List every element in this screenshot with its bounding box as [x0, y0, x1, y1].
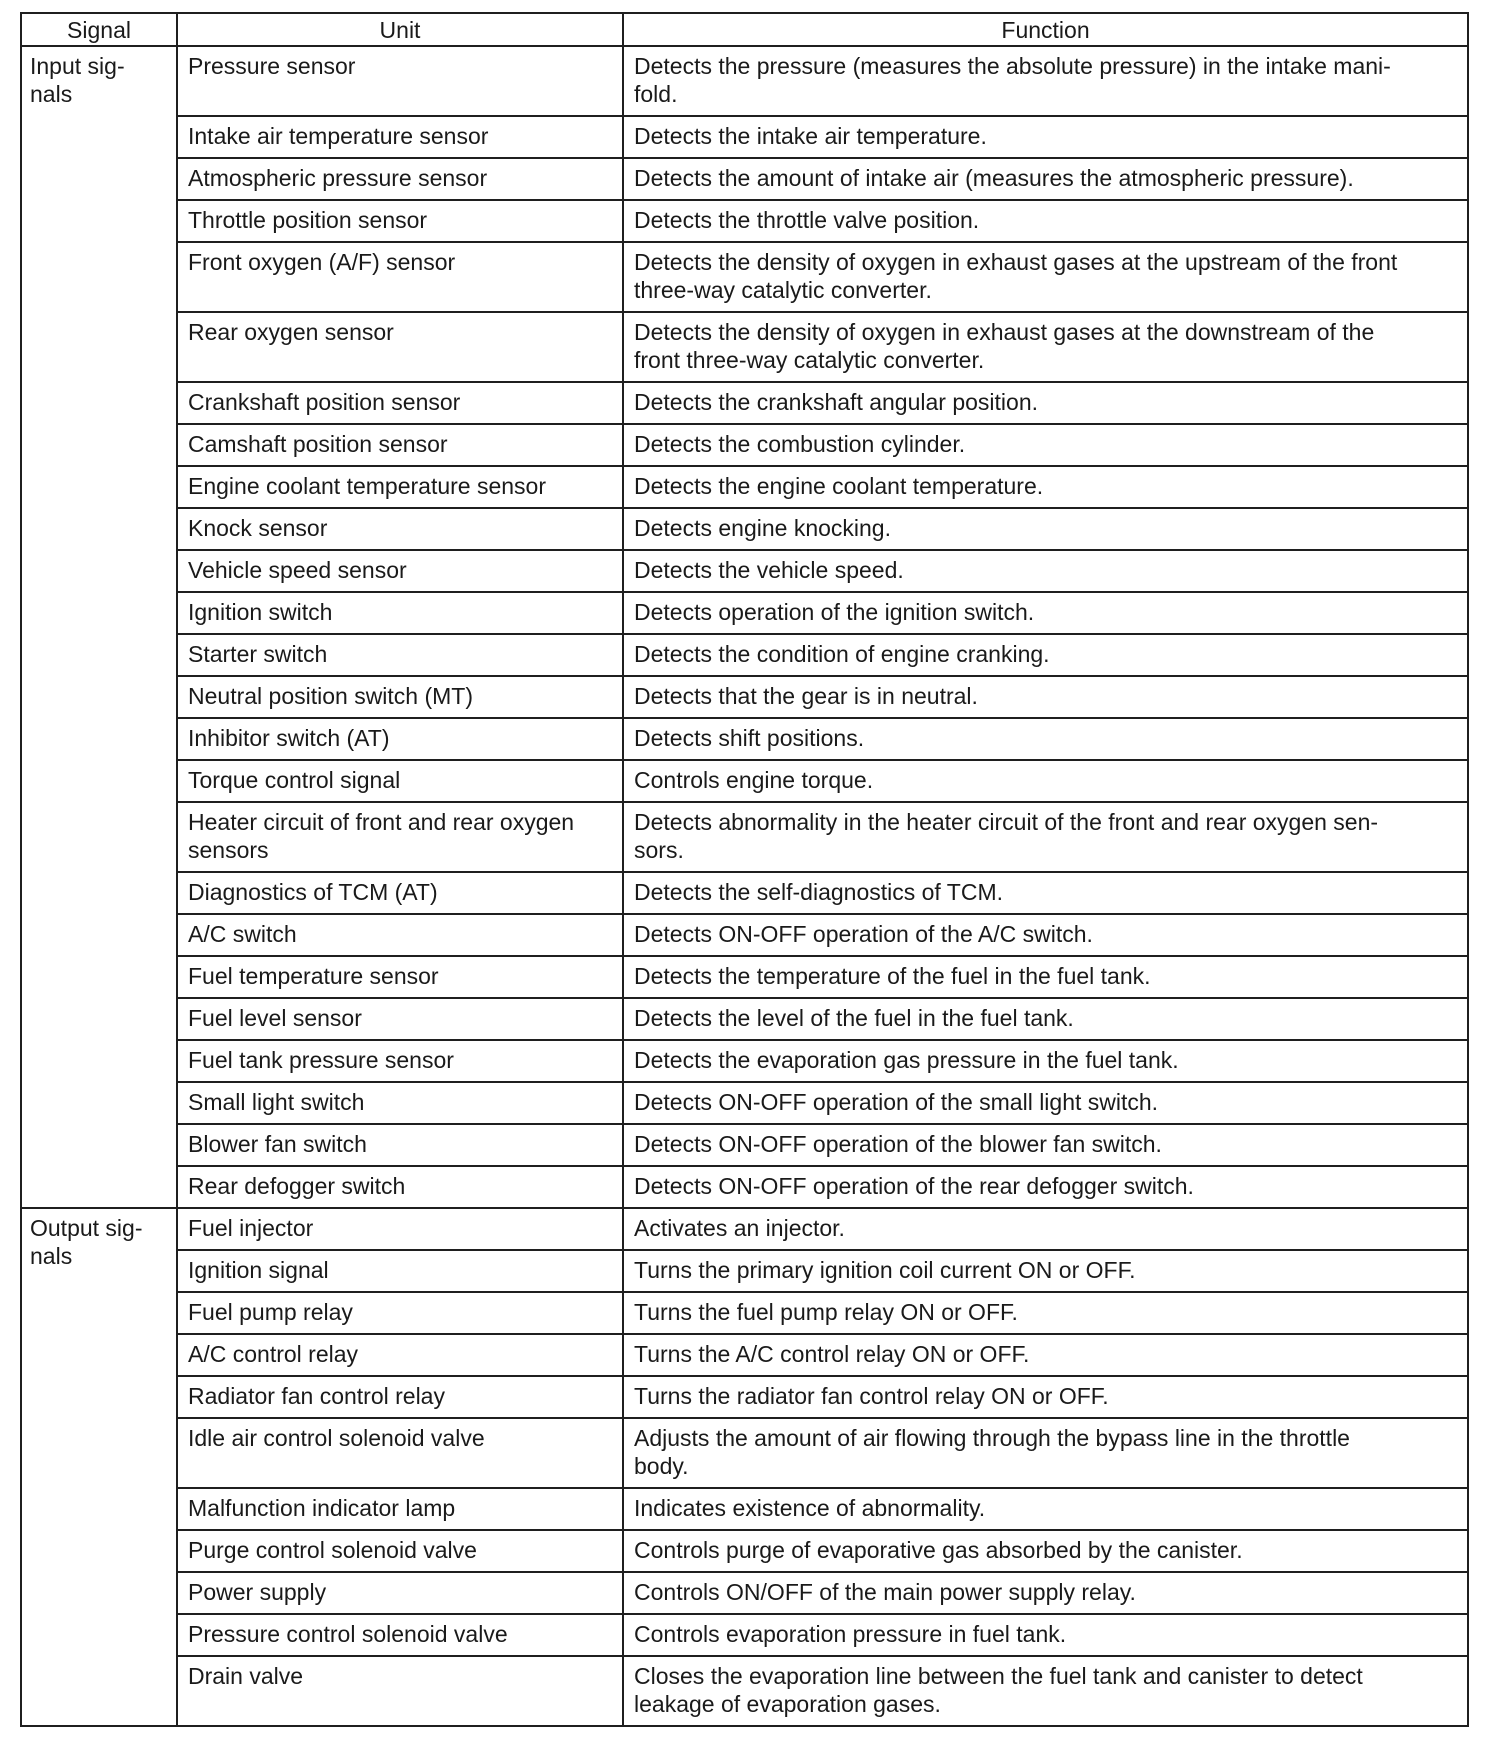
- function-cell: Detects the engine coolant temperature.: [623, 466, 1468, 508]
- function-cell: Detects the temperature of the fuel in the fuel tank.: [623, 956, 1468, 998]
- table-row: [21, 634, 1468, 676]
- unit-cell: Small light switch: [177, 1082, 623, 1124]
- unit-cell: Throttle position sensor: [177, 200, 623, 242]
- unit-cell: A/C control relay: [177, 1334, 623, 1376]
- unit-cell: Ignition signal: [177, 1250, 623, 1292]
- signal-unit-function-table: [20, 12, 1469, 1727]
- function-cell: Detects the density of oxygen in exhaust gases at the downstream of the front three-way catalytic converter.: [623, 312, 1468, 382]
- function-cell: Turns the primary ignition coil current ON or OFF.: [623, 1250, 1468, 1292]
- function-cell: Detects the evaporation gas pressure in the fuel tank.: [623, 1040, 1468, 1082]
- unit-cell: Drain valve: [177, 1656, 623, 1726]
- function-cell: Detects the level of the fuel in the fuel tank.: [623, 998, 1468, 1040]
- table-row: [21, 550, 1468, 592]
- unit-cell: Intake air temperature sensor: [177, 116, 623, 158]
- unit-cell: Neutral position switch (MT): [177, 676, 623, 718]
- unit-cell: Fuel pump relay: [177, 1292, 623, 1334]
- table-row: [21, 956, 1468, 998]
- table-row: [21, 1614, 1468, 1656]
- unit-cell: Knock sensor: [177, 508, 623, 550]
- table-row: [21, 1124, 1468, 1166]
- table-header-row: [21, 13, 1468, 46]
- table-row: [21, 382, 1468, 424]
- unit-cell: Atmospheric pressure sensor: [177, 158, 623, 200]
- unit-cell: Radiator fan control relay: [177, 1376, 623, 1418]
- table-row: [21, 1040, 1468, 1082]
- document-page: [20, 12, 1467, 1727]
- unit-cell: Fuel injector: [177, 1208, 623, 1250]
- function-cell: Turns the radiator fan control relay ON or OFF.: [623, 1376, 1468, 1418]
- header-function: Function: [623, 13, 1468, 46]
- unit-cell: Rear defogger switch: [177, 1166, 623, 1208]
- function-cell: Turns the A/C control relay ON or OFF.: [623, 1334, 1468, 1376]
- table-row: [21, 312, 1468, 382]
- function-cell: Detects shift positions.: [623, 718, 1468, 760]
- unit-cell: Fuel level sensor: [177, 998, 623, 1040]
- function-cell: Detects the condition of engine cranking.: [623, 634, 1468, 676]
- table-row: [21, 1418, 1468, 1488]
- function-cell: Turns the fuel pump relay ON or OFF.: [623, 1292, 1468, 1334]
- signal-group-cell: Input sig- nals: [21, 46, 177, 1208]
- unit-cell: Pressure control solenoid valve: [177, 1614, 623, 1656]
- function-cell: Detects abnormality in the heater circuit of the front and rear oxygen sen- sors.: [623, 802, 1468, 872]
- function-cell: Indicates existence of abnormality.: [623, 1488, 1468, 1530]
- function-cell: Detects operation of the ignition switch.: [623, 592, 1468, 634]
- unit-cell: Blower fan switch: [177, 1124, 623, 1166]
- unit-cell: Pressure sensor: [177, 46, 623, 116]
- unit-cell: Diagnostics of TCM (AT): [177, 872, 623, 914]
- function-cell: Controls evaporation pressure in fuel tank.: [623, 1614, 1468, 1656]
- unit-cell: Camshaft position sensor: [177, 424, 623, 466]
- table-row: [21, 1208, 1468, 1250]
- table-row: [21, 760, 1468, 802]
- table-row: [21, 802, 1468, 872]
- table-row: [21, 592, 1468, 634]
- table-row: [21, 1334, 1468, 1376]
- table-row: [21, 1292, 1468, 1334]
- unit-cell: Engine coolant temperature sensor: [177, 466, 623, 508]
- function-cell: Detects ON-OFF operation of the A/C switch.: [623, 914, 1468, 956]
- header-unit: Unit: [177, 13, 623, 46]
- function-cell: Adjusts the amount of air flowing through the bypass line in the throttle body.: [623, 1418, 1468, 1488]
- unit-cell: Starter switch: [177, 634, 623, 676]
- unit-cell: Inhibitor switch (AT): [177, 718, 623, 760]
- table-row: [21, 1250, 1468, 1292]
- unit-cell: Rear oxygen sensor: [177, 312, 623, 382]
- function-cell: Controls engine torque.: [623, 760, 1468, 802]
- table-row: [21, 466, 1468, 508]
- function-cell: Detects the pressure (measures the absolute pressure) in the intake mani- fold.: [623, 46, 1468, 116]
- table-row: [21, 200, 1468, 242]
- function-cell: Closes the evaporation line between the fuel tank and canister to detect leakage of evaporation gases.: [623, 1656, 1468, 1726]
- unit-cell: Front oxygen (A/F) sensor: [177, 242, 623, 312]
- table-row: [21, 116, 1468, 158]
- table-row: [21, 872, 1468, 914]
- header-signal: Signal: [21, 13, 177, 46]
- table-row: [21, 508, 1468, 550]
- unit-cell: Crankshaft position sensor: [177, 382, 623, 424]
- function-cell: Detects ON-OFF operation of the small light switch.: [623, 1082, 1468, 1124]
- table-row: [21, 424, 1468, 466]
- table-row: [21, 1166, 1468, 1208]
- table-row: [21, 676, 1468, 718]
- function-cell: Activates an injector.: [623, 1208, 1468, 1250]
- table-row: [21, 242, 1468, 312]
- function-cell: Detects that the gear is in neutral.: [623, 676, 1468, 718]
- function-cell: Detects the amount of intake air (measures the atmospheric pressure).: [623, 158, 1468, 200]
- unit-cell: A/C switch: [177, 914, 623, 956]
- unit-cell: Idle air control solenoid valve: [177, 1418, 623, 1488]
- function-cell: Detects the density of oxygen in exhaust gases at the upstream of the front three-way catalytic converter.: [623, 242, 1468, 312]
- table-row: [21, 1488, 1468, 1530]
- table-row: [21, 1572, 1468, 1614]
- function-cell: Detects ON-OFF operation of the blower fan switch.: [623, 1124, 1468, 1166]
- unit-cell: Heater circuit of front and rear oxygen sensors: [177, 802, 623, 872]
- table-row: [21, 158, 1468, 200]
- unit-cell: Ignition switch: [177, 592, 623, 634]
- function-cell: Controls ON/OFF of the main power supply relay.: [623, 1572, 1468, 1614]
- table-row: [21, 718, 1468, 760]
- function-cell: Detects the self-diagnostics of TCM.: [623, 872, 1468, 914]
- function-cell: Detects the vehicle speed.: [623, 550, 1468, 592]
- table-body: [21, 46, 1468, 1726]
- function-cell: Detects the combustion cylinder.: [623, 424, 1468, 466]
- unit-cell: Fuel tank pressure sensor: [177, 1040, 623, 1082]
- function-cell: Detects engine knocking.: [623, 508, 1468, 550]
- table-row: [21, 1082, 1468, 1124]
- table-row: [21, 1376, 1468, 1418]
- table-row: [21, 998, 1468, 1040]
- table-row: [21, 1656, 1468, 1726]
- function-cell: Detects the intake air temperature.: [623, 116, 1468, 158]
- function-cell: Detects the throttle valve position.: [623, 200, 1468, 242]
- unit-cell: Purge control solenoid valve: [177, 1530, 623, 1572]
- function-cell: Detects ON-OFF operation of the rear defogger switch.: [623, 1166, 1468, 1208]
- signal-group-cell: Output sig- nals: [21, 1208, 177, 1726]
- table-row: [21, 914, 1468, 956]
- unit-cell: Torque control signal: [177, 760, 623, 802]
- unit-cell: Power supply: [177, 1572, 623, 1614]
- unit-cell: Fuel temperature sensor: [177, 956, 623, 998]
- unit-cell: Malfunction indicator lamp: [177, 1488, 623, 1530]
- function-cell: Detects the crankshaft angular position.: [623, 382, 1468, 424]
- unit-cell: Vehicle speed sensor: [177, 550, 623, 592]
- table-row: [21, 1530, 1468, 1572]
- table-row: [21, 46, 1468, 116]
- function-cell: Controls purge of evaporative gas absorbed by the canister.: [623, 1530, 1468, 1572]
